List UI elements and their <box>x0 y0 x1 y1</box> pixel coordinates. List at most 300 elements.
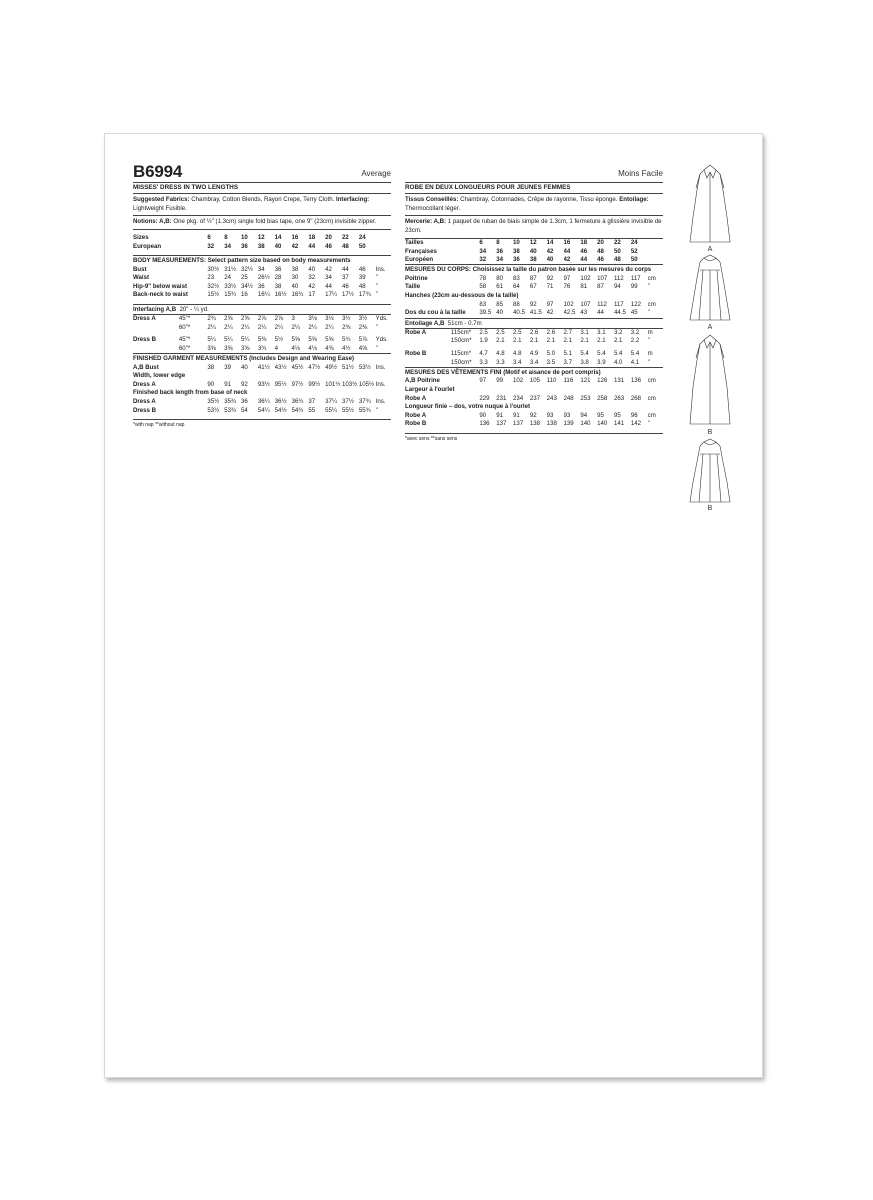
cell: 94 <box>613 283 621 291</box>
cell: 117 <box>613 300 624 308</box>
cell: 12 <box>257 234 265 242</box>
cell: 3 <box>291 315 295 323</box>
illustration-label: B <box>707 429 713 436</box>
cell: 3½ <box>341 315 351 323</box>
table-subheading: Largeur à l'ourlet <box>405 385 455 393</box>
interfacing-row: Interfacing A,B 20" - ¼ yd. <box>133 305 209 313</box>
cell: 37¾ <box>358 397 371 405</box>
cell: 42 <box>546 309 554 317</box>
row-label: Waist <box>133 274 150 282</box>
row-label: Robe A <box>405 394 427 402</box>
cell: 36 <box>241 242 248 250</box>
cell: 5.4 <box>630 350 640 358</box>
cell: 67 <box>529 283 537 291</box>
cell: 58 <box>479 283 487 291</box>
cell: 4½ <box>341 344 351 352</box>
row-label <box>405 337 451 346</box>
garment-title: MISSES' DRESS IN TWO LENGTHS <box>133 184 239 191</box>
cell: 3.8 <box>580 358 589 366</box>
cell: 80 <box>496 274 503 282</box>
cell: 46 <box>580 247 588 255</box>
cell: 2¼ <box>224 323 233 331</box>
difficulty-level: Average <box>361 169 391 178</box>
unit: Ins. <box>375 397 386 405</box>
table-row <box>133 406 391 415</box>
cell: 48 <box>358 282 366 290</box>
cell: 36 <box>274 265 282 273</box>
cell: 16 <box>563 238 571 246</box>
cell: 8 <box>496 238 500 246</box>
cell: 54 <box>241 406 248 414</box>
cell: 32½ <box>207 282 220 290</box>
row-label <box>133 345 179 354</box>
table-subheading: Hanches (23cm au-dessous de la taille) <box>405 291 519 299</box>
dress-back-short-icon <box>690 255 730 320</box>
cell: 105½ <box>358 380 375 388</box>
cell: 3.1 <box>597 328 606 336</box>
cell: 38 <box>207 363 215 371</box>
cell: 142 <box>630 420 641 428</box>
cell: 51½ <box>341 363 354 371</box>
cell: 36 <box>496 247 503 255</box>
table-subheading: Finished back length from base of neck <box>133 389 248 397</box>
cell: 1.9 <box>479 337 488 345</box>
cell: 38 <box>513 247 520 255</box>
yardage-table <box>405 329 663 367</box>
cell: 38 <box>257 242 265 250</box>
cell: 92 <box>546 274 554 282</box>
cell: 53¾ <box>224 406 237 414</box>
cell: 42 <box>291 242 299 250</box>
cell: 3⅝ <box>224 344 233 352</box>
cell: 2⅞ <box>257 315 267 323</box>
cell: 4⅜ <box>325 344 334 352</box>
cell: 95½ <box>274 380 287 388</box>
cell: 39.5 <box>479 309 492 317</box>
row-label: Tailles <box>405 238 424 246</box>
cell: 92 <box>241 380 248 388</box>
table-row <box>405 394 663 403</box>
cell: 97 <box>546 300 554 308</box>
cell: 22 <box>613 238 621 246</box>
row-label <box>133 323 179 332</box>
cell: 50 <box>358 242 366 250</box>
cell: 34 <box>496 256 503 264</box>
cell: 99 <box>630 283 638 291</box>
pattern-envelope-back <box>104 133 763 1078</box>
unit: " <box>375 291 378 299</box>
cell: 4.1 <box>630 358 640 366</box>
cell: 46 <box>597 256 604 264</box>
cell: 5¼ <box>241 336 250 344</box>
row-label <box>405 358 451 367</box>
cell: 2⅝ <box>241 315 250 323</box>
cell: 40 <box>546 256 554 264</box>
cell: 30½ <box>207 265 220 273</box>
cell: 46 <box>341 282 349 290</box>
table-row <box>405 337 663 346</box>
cell: 2¼ <box>291 323 300 331</box>
cell: 2¼ <box>257 323 267 331</box>
garment-illustrations <box>687 162 733 512</box>
header <box>133 162 391 182</box>
fabric-width: 45"* <box>178 336 191 344</box>
cell: 39 <box>358 274 366 282</box>
cell: 44 <box>325 282 332 290</box>
cell: 52 <box>630 247 638 255</box>
cell: 40 <box>274 242 282 250</box>
cell: 44 <box>580 256 588 264</box>
cell: 258 <box>597 394 608 402</box>
table-subheading: Width, lower edge <box>133 372 186 380</box>
cell: 17 <box>308 291 316 299</box>
cell: 35¾ <box>224 397 237 405</box>
body-measurements-table <box>133 265 391 299</box>
cell: 102 <box>580 274 591 282</box>
table-row <box>133 345 391 354</box>
cell: 5¼ <box>207 336 216 344</box>
cell: 3.5 <box>546 358 556 366</box>
sizes-table <box>405 239 663 265</box>
body-measurements-table <box>405 275 663 318</box>
row-label: Dress A <box>133 380 156 388</box>
cell: 2.1 <box>496 337 505 345</box>
cell: 46 <box>358 265 366 273</box>
cell: 42 <box>546 247 554 255</box>
cell: 3.4 <box>513 358 522 366</box>
cell: 2⅜ <box>341 323 351 331</box>
cell: 34 <box>257 265 265 273</box>
unit: " <box>647 309 650 317</box>
table-subheading: Longueur finie – dos, votre nuque à l'ourlet <box>405 403 531 411</box>
cell: 37½ <box>341 397 354 405</box>
table-row <box>405 300 663 309</box>
table-row <box>133 323 391 332</box>
cell: 50 <box>613 247 621 255</box>
cell: 138 <box>529 420 541 428</box>
cell: 2.5 <box>496 328 505 336</box>
cell: 64 <box>513 283 520 291</box>
cell: 4.8 <box>496 350 505 358</box>
cell: 4 <box>274 344 279 352</box>
cell: 26½ <box>257 274 270 282</box>
cell: 22 <box>341 234 349 242</box>
dress-front-short-icon <box>690 165 730 242</box>
unit: cm <box>647 411 656 419</box>
cell: 16¾ <box>291 291 304 299</box>
cell: 2.6 <box>529 328 539 336</box>
cell: 34 <box>479 247 487 255</box>
cell: 28 <box>274 274 282 282</box>
cell: 83 <box>479 300 487 308</box>
row-label: Dress A <box>133 315 156 323</box>
cell: 91 <box>513 411 520 419</box>
table-row <box>133 363 391 372</box>
cell: 243 <box>546 394 557 402</box>
cell: 37¼ <box>325 397 338 405</box>
cell: 5.4 <box>580 350 589 358</box>
unit: Ins. <box>375 380 386 388</box>
cell: 3.4 <box>529 358 539 366</box>
cell: 14 <box>546 238 554 246</box>
cell: 36¼ <box>257 397 270 405</box>
row-label: Robe A <box>405 328 427 336</box>
cell: 90 <box>207 380 215 388</box>
cell: 2⅞ <box>274 315 284 323</box>
cell: 5⅝ <box>291 336 300 344</box>
row-label: Dos du cou à la taille <box>405 309 466 317</box>
notions: Mercerie: A,B: 1 paquet de ruban de biais simple de 1.3cm, 1 fermeture à glissière invisible de 23cm. <box>405 218 662 235</box>
cell: 30 <box>291 274 299 282</box>
cell: 24 <box>630 238 638 246</box>
cell: 138 <box>546 420 557 428</box>
cell: 41.5 <box>529 309 542 317</box>
cell: 42 <box>308 282 316 290</box>
cell: 40 <box>241 363 248 371</box>
cell: 16¼ <box>257 291 270 299</box>
row-label: Bust <box>133 265 147 273</box>
fabric-width: 115cm* <box>450 350 472 358</box>
cell: 18 <box>580 238 588 246</box>
cell: 2.1 <box>613 337 623 345</box>
cell: 253 <box>580 394 591 402</box>
unit: cm <box>647 377 656 385</box>
dress-front-long-icon <box>690 335 730 424</box>
cell: 78 <box>479 274 487 282</box>
row-label: Robe B <box>405 420 427 428</box>
cell: 2¼ <box>207 323 216 331</box>
cell: 234 <box>513 394 524 402</box>
row-label: Hip-9" below waist <box>133 282 188 290</box>
unit: m <box>647 328 653 336</box>
cell: 93 <box>563 411 571 419</box>
table-row <box>405 350 663 359</box>
cell: 36 <box>257 282 265 290</box>
cell: 2⅜ <box>358 323 368 331</box>
cell: 12 <box>529 238 537 246</box>
unit: m <box>647 350 653 358</box>
interfacing-row: Entoilage A,B 51cm - 0.7m <box>405 319 482 327</box>
cell: 81 <box>580 283 588 291</box>
cell: 263 <box>613 394 625 402</box>
cell: 110 <box>546 377 557 385</box>
illustration-label: B <box>707 505 713 512</box>
cell: 93 <box>546 411 554 419</box>
cell: 141 <box>613 420 625 428</box>
pattern-number: B6994 <box>133 162 183 181</box>
cell: 55½ <box>341 406 354 414</box>
cell: 44 <box>563 247 571 255</box>
cell: 35½ <box>207 397 220 405</box>
difficulty-level: Moins Facile <box>618 169 663 178</box>
cell: 5⅜ <box>257 336 267 344</box>
cell: 3½ <box>358 315 368 323</box>
cell: 5.4 <box>613 350 623 358</box>
cell: 36½ <box>274 397 287 405</box>
body-measurements-heading: BODY MEASUREMENTS: Select pattern size based on body measurements <box>133 257 351 265</box>
cell: 4.8 <box>513 350 522 358</box>
english-column <box>133 162 391 428</box>
table-row <box>133 336 391 345</box>
cell: 87 <box>529 274 537 282</box>
unit: " <box>375 406 378 414</box>
cell: 5.1 <box>563 350 572 358</box>
dress-back-long-icon <box>690 439 730 502</box>
unit <box>376 243 391 252</box>
cell: 42.5 <box>563 309 576 317</box>
cell: 10 <box>241 234 248 242</box>
cell: 55¾ <box>358 406 371 414</box>
cell: 107 <box>597 274 608 282</box>
cell: 53½ <box>207 406 220 414</box>
cell: 3⅛ <box>308 315 317 323</box>
unit: cm <box>647 300 656 308</box>
footnote: *avec sens **sans sens <box>405 435 458 442</box>
cell: 17¼ <box>325 291 338 299</box>
cell: 5¾ <box>341 336 351 344</box>
cell: 87 <box>597 283 604 291</box>
cell: 229 <box>479 394 490 402</box>
cell: 136 <box>479 420 490 428</box>
cell: 102 <box>513 377 524 385</box>
cell: 95 <box>597 411 604 419</box>
unit: Yds. <box>375 315 388 323</box>
cell: 40 <box>496 309 503 317</box>
cell: 237 <box>529 394 541 402</box>
cell: 34½ <box>241 282 253 290</box>
cell: 34 <box>325 274 332 282</box>
cell: 3⅝ <box>241 344 250 352</box>
cell: 47½ <box>308 363 321 371</box>
cell: 15½ <box>207 291 220 299</box>
cell: 48 <box>341 242 349 250</box>
cell: 20 <box>597 238 604 246</box>
cell: 16 <box>291 234 299 242</box>
row-label: Dress B <box>133 406 157 414</box>
cell: 44 <box>308 242 316 250</box>
table-row <box>133 315 391 324</box>
cell: 2.1 <box>563 337 572 345</box>
cell: 5.4 <box>597 350 606 358</box>
cell: 48 <box>613 256 621 264</box>
cell: 2¼ <box>325 323 334 331</box>
cell: 40 <box>291 282 299 290</box>
finished-measurements-heading: MESURES DES VÊTEMENTS FINI (Motif et aisance de port compris) <box>405 368 601 376</box>
cell: 140 <box>580 420 591 428</box>
cell: 96 <box>630 411 638 419</box>
table-row <box>405 358 663 367</box>
unit: " <box>375 344 378 352</box>
french-column <box>405 166 663 442</box>
cell: 61 <box>496 283 503 291</box>
unit: Ins. <box>375 265 386 273</box>
cell: 5.0 <box>546 350 556 358</box>
cell: 2¾ <box>207 315 216 323</box>
cell: 34 <box>224 242 231 250</box>
cell: 137 <box>496 420 507 428</box>
header <box>405 166 663 182</box>
cell: 4.0 <box>613 358 623 366</box>
cell: 2¼ <box>241 323 250 331</box>
cell: 32 <box>207 242 215 250</box>
suggested-fabrics: Tissus Conseillés: Chambray, Cotonnades, Crêpe de rayonne, Tissu éponge. Entoilage: Thermocollant léger. <box>405 196 649 212</box>
fabric-width: 60"* <box>178 344 191 352</box>
cell: 3.9 <box>597 358 606 366</box>
table-row <box>133 274 391 283</box>
cell: 4.7 <box>479 350 488 358</box>
body-measurements-heading: MESURES DU CORPS: Choisissez la taille du patron basée sur les mesures du corps <box>405 266 652 274</box>
row-label: A,B Poitrine <box>405 377 440 385</box>
cell: 55 <box>308 406 316 414</box>
table-row <box>133 398 391 407</box>
unit: " <box>647 283 650 291</box>
cell: 121 <box>580 377 591 385</box>
cell: 103½ <box>341 380 358 388</box>
table-row <box>405 283 663 292</box>
cell: 50 <box>630 256 638 264</box>
row-label: European <box>133 242 162 250</box>
cell: 76 <box>563 283 571 291</box>
cell: 44.5 <box>613 309 626 317</box>
table-row <box>405 411 663 420</box>
table-row <box>133 243 391 252</box>
cell: 40 <box>308 265 316 273</box>
cell: 44 <box>341 265 349 273</box>
unit: " <box>375 323 378 331</box>
table-row <box>133 291 391 300</box>
cell: 32 <box>308 274 316 282</box>
cell: 92 <box>529 411 537 419</box>
unit <box>376 234 391 243</box>
yardage-table <box>133 315 391 353</box>
row-label: Robe A <box>405 411 427 419</box>
cell: 3.7 <box>563 358 572 366</box>
cell: 4.9 <box>529 350 539 358</box>
cell: 39 <box>224 363 231 371</box>
cell: 139 <box>563 420 574 428</box>
cell: 94 <box>580 411 588 419</box>
cell: 92 <box>529 300 537 308</box>
cell: 2.5 <box>479 328 488 336</box>
cell: 16½ <box>274 291 287 299</box>
cell: 53½ <box>358 363 371 371</box>
cell: 93½ <box>257 380 270 388</box>
table-row <box>405 377 663 386</box>
unit: " <box>647 420 650 428</box>
row-label: Back-neck to waist <box>133 291 188 299</box>
cell: 137 <box>513 420 524 428</box>
cell: 37 <box>341 274 349 282</box>
cell: 37 <box>308 397 316 405</box>
unit: " <box>375 274 378 282</box>
cell: 38 <box>529 256 537 264</box>
fabric-width: 60"* <box>178 323 191 331</box>
illustration-label: A <box>707 324 713 331</box>
cell: 126 <box>597 377 608 385</box>
cell: 95 <box>613 411 621 419</box>
cell: 5⅝ <box>325 336 334 344</box>
cell: 38 <box>274 282 282 290</box>
unit <box>648 247 663 256</box>
cell: 136 <box>630 377 641 385</box>
cell: 91 <box>224 380 231 388</box>
cell: 20 <box>325 234 332 242</box>
unit: Yds. <box>375 336 388 344</box>
finished-measurements-table <box>405 377 663 429</box>
cell: 3.1 <box>580 328 589 336</box>
cell: 2.5 <box>513 328 522 336</box>
cell: 17½ <box>341 291 354 299</box>
